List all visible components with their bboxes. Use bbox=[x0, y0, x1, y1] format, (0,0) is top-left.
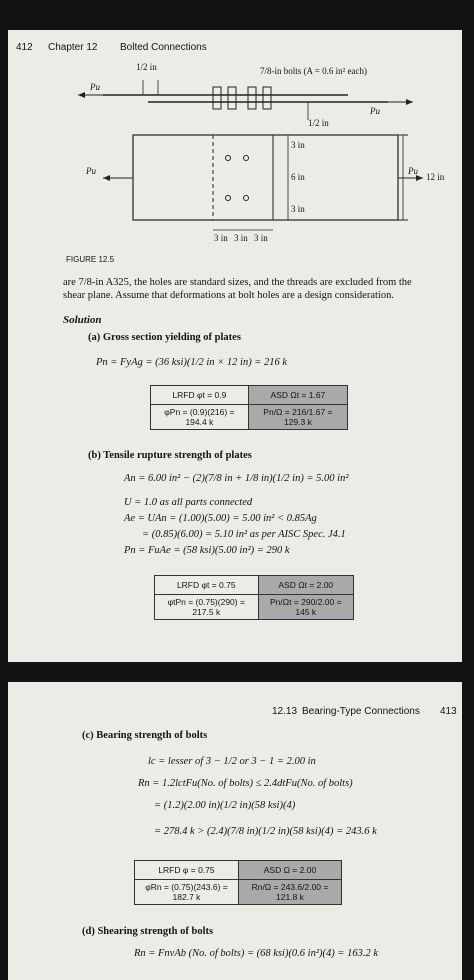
equation-b2: U = 1.0 as all parts connected bbox=[124, 497, 253, 508]
table-b-lrfd-value: φtPn = (0.75)(290) = 217.5 k bbox=[155, 595, 259, 620]
table-a-asd-value: Pn/Ω = 216/1.67 = 129.3 k bbox=[248, 405, 347, 430]
intro-line-2: shear plane. Assume that deformations at bolt holes are a design consideration. bbox=[63, 290, 394, 301]
dim-bottom-1: 3 in bbox=[214, 233, 228, 243]
page-number: 412 bbox=[16, 42, 33, 53]
equation-b5: Pn = FuAe = (58 ksi)(5.00 in²) = 290 k bbox=[124, 545, 290, 556]
dim-bottom-2: 3 in bbox=[234, 233, 248, 243]
equation-c3: = (1.2)(2.00 in)(1/2 in)(58 ksi)(4) bbox=[154, 800, 296, 811]
table-c-lrfd-value: φRn = (0.75)(243.6) = 182.7 k bbox=[135, 880, 239, 905]
page-413 bbox=[8, 682, 462, 980]
table-a-asd-head: ASD Ωt = 1.67 bbox=[248, 386, 347, 405]
page-number: 413 bbox=[440, 706, 457, 717]
figure-caption: FIGURE 12.5 bbox=[66, 255, 115, 264]
dim-6in: 6 in bbox=[291, 172, 305, 182]
pu-left-bottom: Pu bbox=[86, 166, 96, 176]
pu-right-bottom: Pu bbox=[408, 166, 418, 176]
intro-line-1: are 7/8-in A325, the holes are standard sizes, and the threads are excluded from the bbox=[63, 277, 412, 288]
equation-b1: An = 6.00 in² − (2)(7/8 in + 1/8 in)(1/2 in) = 5.00 in² bbox=[124, 473, 349, 484]
table-b-lrfd-head: LRFD φt = 0.75 bbox=[155, 576, 259, 595]
dim-12in: 12 in bbox=[426, 172, 445, 182]
figure-plan bbox=[8, 130, 462, 270]
bolts-label: 7/8-in bolts (A = 0.6 in² each) bbox=[260, 66, 368, 76]
table-c bbox=[134, 860, 342, 905]
chapter-title: Bolted Connections bbox=[120, 42, 207, 53]
equation-a: Pn = FyAg = (36 ksi)(1/2 in × 12 in) = 216 k bbox=[96, 357, 288, 368]
plate-thickness-label-2: 1/2 in bbox=[308, 118, 329, 128]
table-c-asd-value: Rn/Ω = 243.6/2.00 = 121.8 k bbox=[238, 880, 341, 905]
connection-plan-drawing bbox=[8, 130, 462, 270]
table-a bbox=[150, 385, 348, 430]
section-a-heading: (a) Gross section yielding of plates bbox=[88, 332, 241, 343]
solution-heading: Solution bbox=[63, 314, 102, 326]
plate-thickness-label: 1/2 in bbox=[136, 62, 157, 72]
section-number: 12.13 bbox=[272, 706, 298, 717]
table-c-asd-head: ASD Ω = 2.00 bbox=[238, 861, 341, 880]
dim-3in-top: 3 in bbox=[291, 140, 305, 150]
table-b-asd-value: Pn/Ωt = 290/2.00 = 145 k bbox=[258, 595, 353, 620]
dim-3in-bottom: 3 in bbox=[291, 204, 305, 214]
equation-c1: lc = lesser of 3 − 1/2 or 3 − 1 = 2.00 in bbox=[148, 756, 316, 767]
pu-left-top: Pu bbox=[90, 82, 100, 92]
section-title: Bearing-Type Connections bbox=[302, 706, 420, 717]
table-b bbox=[154, 575, 354, 620]
section-c-heading: (c) Bearing strength of bolts bbox=[82, 730, 208, 741]
equation-c2: Rn = 1.2lctFu(No. of bolts) ≤ 2.4dtFu(No. of bolts) bbox=[138, 778, 353, 789]
equation-b3: Ae = UAn = (1.00)(5.00) = 5.00 in² < 0.85Ag bbox=[124, 513, 317, 524]
equation-c4: = 278.4 k > (2.4)(7/8 in)(1/2 in)(58 ksi)(4) = 243.6 k bbox=[154, 826, 377, 837]
equation-d1: Rn = FnvAb (No. of bolts) = (68 ksi)(0.6 in²)(4) = 163.2 k bbox=[134, 948, 378, 959]
table-b-asd-head: ASD Ωt = 2.00 bbox=[258, 576, 353, 595]
pu-right-top: Pu bbox=[370, 106, 380, 116]
dim-bottom-3: 3 in bbox=[254, 233, 268, 243]
table-a-lrfd-value: φPn = (0.9)(216) = 194.4 k bbox=[151, 405, 249, 430]
equation-b4: = (0.85)(6.00) = 5.10 in² as per AISC Spec. J4.1 bbox=[142, 529, 346, 540]
table-a-lrfd-head: LRFD φt = 0.9 bbox=[151, 386, 249, 405]
section-b-heading: (b) Tensile rupture strength of plates bbox=[88, 450, 252, 461]
table-c-lrfd-head: LRFD φ = 0.75 bbox=[135, 861, 239, 880]
page-412 bbox=[8, 30, 462, 662]
section-d-heading: (d) Shearing strength of bolts bbox=[82, 926, 214, 937]
chapter-label: Chapter 12 bbox=[48, 42, 98, 53]
